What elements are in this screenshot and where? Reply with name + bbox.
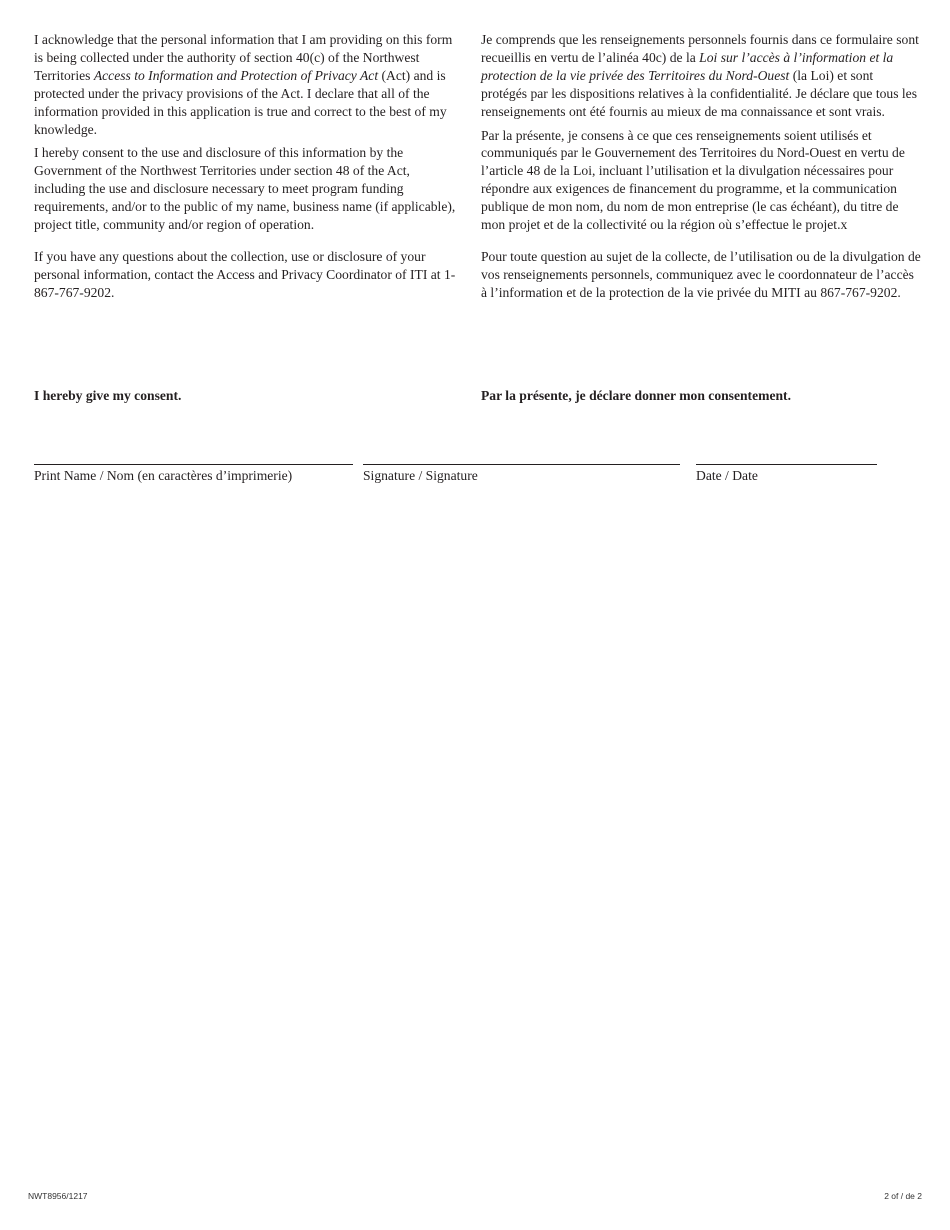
french-acknowledgement-paragraph — [481, 31, 921, 121]
signature-field[interactable] — [363, 464, 680, 484]
english-acknowledgement-text-a: I acknowledge that the personal information that I am providing on this form is being collected under the authority of section 40(c) of the Northwest Territories — [34, 32, 453, 83]
form-number: NWT8956/1217 — [28, 1191, 88, 1201]
french-consent-statement: Par la présente, je déclare donner mon consentement. — [481, 388, 791, 403]
french-column — [481, 31, 921, 302]
print-name-field[interactable] — [34, 464, 353, 484]
english-consent-statement: I hereby give my consent. — [34, 388, 182, 403]
french-acknowledgement-text-a: Je comprends que les renseignements personnels fournis dans ce formulaire sont recueillis en vertu de l’alinéa 40c) de la — [481, 32, 919, 65]
french-act-title: Loi sur l’accès à l’information et la protection de la vie privée des Territoires du Nord-Ouest — [481, 49, 894, 83]
english-contact-paragraph: If you have any questions about the collection, use or disclosure of your personal information, contact the Access and Privacy Coordinator of ITI at 1-867-767-9202. — [34, 248, 456, 300]
print-name-label: Print Name / Nom (en caractères d’imprimerie) — [34, 468, 293, 483]
english-acknowledgement-text-b: (Act) and is protected under the privacy provisions of the Act. I declare that all of the information provided in this application is true and correct to the best of my knowledge. — [34, 67, 447, 137]
english-consent-paragraph: I hereby consent to the use and disclosure of this information by the Government of the Northwest Territories under section 48 of the Act, including the use and disclosure necessary to meet program funding requirements, and/or to the public of my name, business name (if applicable), project title, community and/or region of operation. — [34, 145, 456, 233]
french-consent-paragraph: Par la présente, je consens à ce que ces renseignements soient utilisés et communiqués par le Gouvernement des Territoires du Nord-Ouest en vertu de l’article 48 de la Loi, incluant l’utilisation et la divulgation nécessaires pour répondre aux exigences de financement du programme, et la communication publique de mon nom, du nom de mon entreprise (le cas échéant), du titre de mon projet et de la collectivité ou la région où s’effectue le projet.x — [481, 127, 905, 233]
date-field[interactable] — [696, 464, 877, 484]
page-number: 2 of / de 2 — [884, 1191, 922, 1201]
english-act-title: Access to Information and Protection of Privacy Act — [93, 67, 379, 83]
english-column — [34, 31, 462, 302]
french-contact-paragraph: Pour toute question au sujet de la collecte, de l’utilisation ou de la divulgation de vos renseignements personnels, communiquez avec le coordonnateur de l’accès à l’information et de la protection de la vie privée du MITI au 867-767-9202. — [481, 248, 921, 300]
date-label: Date / Date — [696, 468, 758, 483]
english-acknowledgement-paragraph — [34, 31, 462, 138]
french-acknowledgement-text-b: (la Loi) et sont protégés par les dispositions relatives à la confidentialité. Je déclare que tous les renseignements ont été fournis au mieux de ma connaissance et sont vrais. — [481, 67, 917, 119]
signature-label: Signature / Signature — [363, 468, 478, 483]
